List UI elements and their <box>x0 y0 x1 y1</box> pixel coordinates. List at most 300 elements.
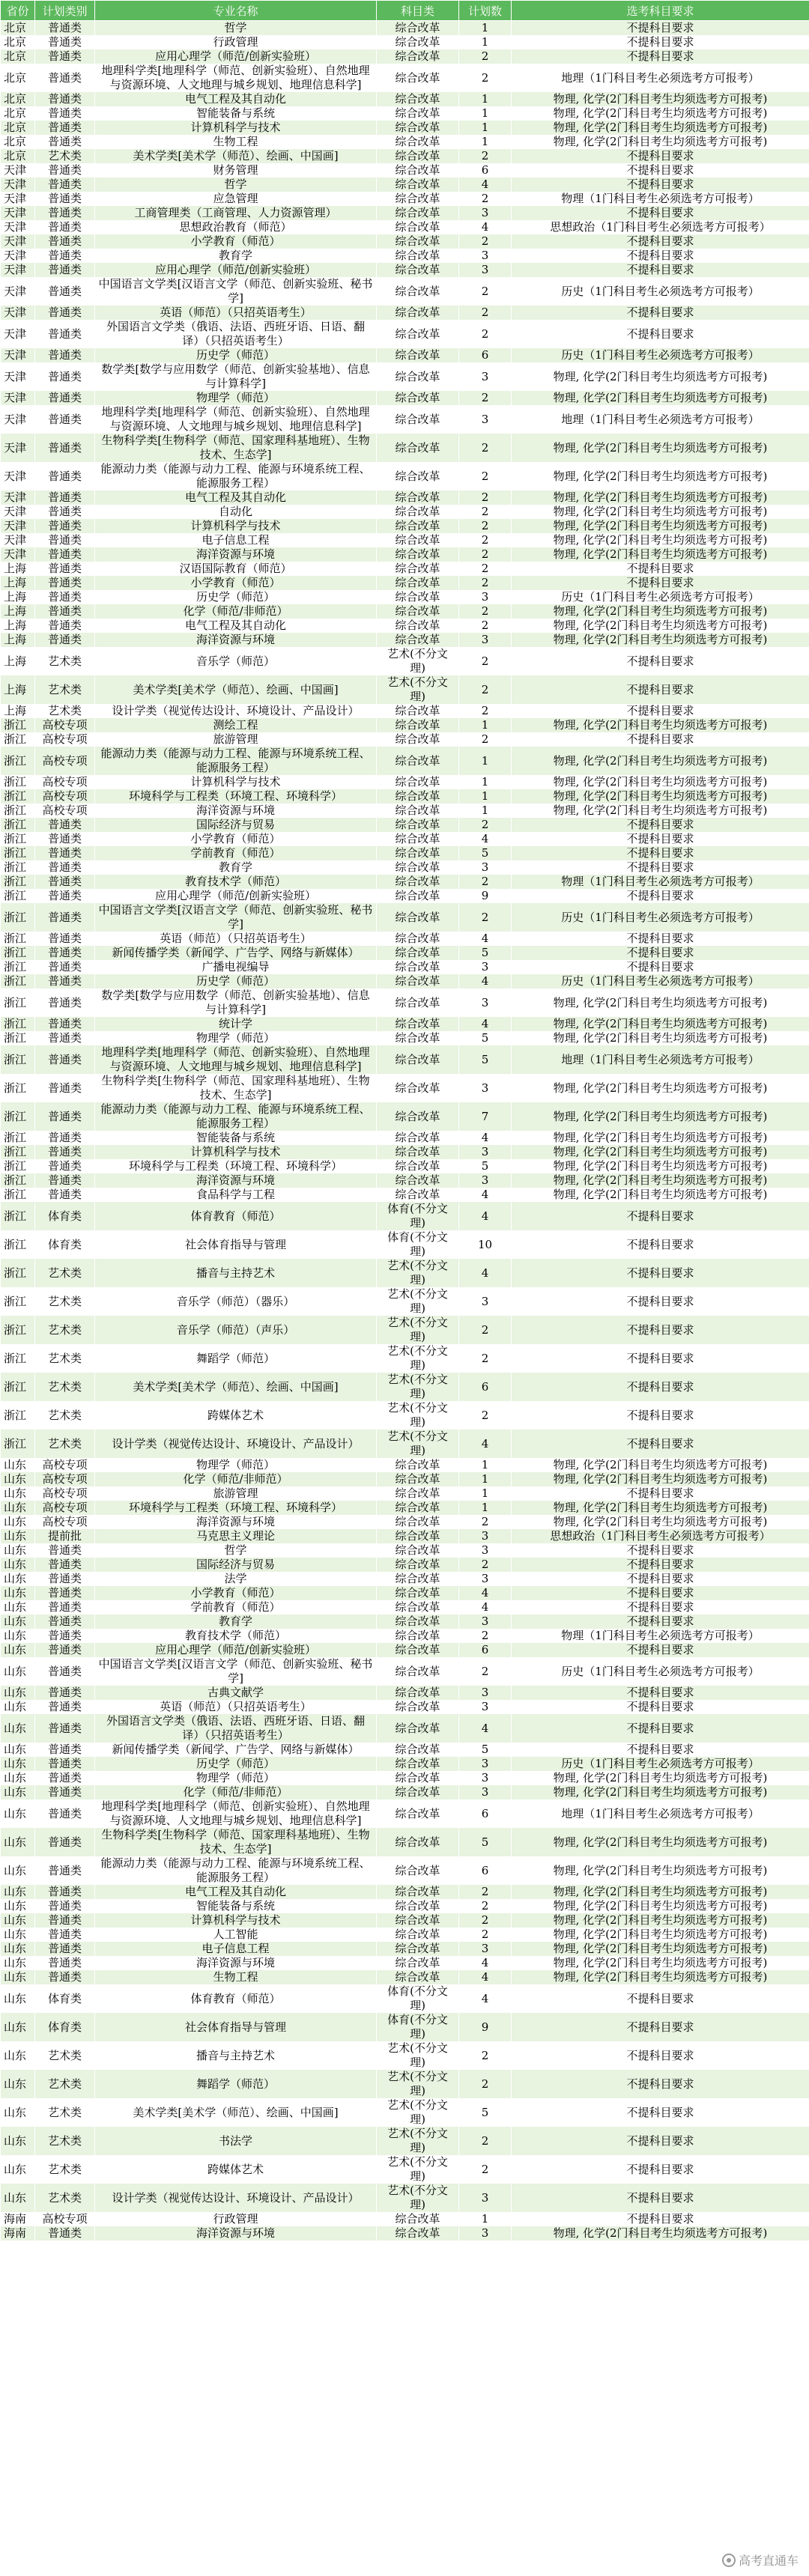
subject-requirement-cell: 不提科目要求 <box>512 1259 809 1287</box>
table-row <box>1 1686 809 1700</box>
province-cell: 山东 <box>1 1529 35 1543</box>
subject-requirement-cell: 不提科目要求 <box>512 889 809 903</box>
table-row <box>1 718 809 732</box>
subject-category-cell: 综合改革 <box>377 903 459 932</box>
subject-requirement-cell: 物理, 化学(2门科目考生均须选考方可报考) <box>512 434 809 462</box>
province-cell: 浙江 <box>1 718 35 732</box>
subject-category-cell: 艺术(不分文理) <box>377 1401 459 1430</box>
subject-category-cell: 综合改革 <box>377 1885 459 1899</box>
major-name-cell: 小学教育（师范） <box>95 576 377 590</box>
table-row <box>1 2184 809 2212</box>
subject-category-cell: 综合改革 <box>377 320 459 348</box>
province-cell: 北京 <box>1 92 35 106</box>
plan-type-cell: 高校专项 <box>35 1501 95 1515</box>
table-row <box>1 562 809 576</box>
subject-category-cell: 综合改革 <box>377 1458 459 1472</box>
subject-requirement-cell: 物理, 化学(2门科目考生均须选考方可报考) <box>512 789 809 804</box>
plan-count-cell: 2 <box>459 562 512 576</box>
table-row <box>1 1771 809 1785</box>
header-subject-category: 科目类 <box>377 1 459 21</box>
table-row <box>1 1586 809 1600</box>
major-name-cell: 国际经济与贸易 <box>95 1558 377 1572</box>
subject-category-cell: 综合改革 <box>377 434 459 462</box>
subject-requirement-cell: 不提科目要求 <box>512 732 809 747</box>
subject-requirement-cell: 物理, 化学(2门科目考生均须选考方可报考) <box>512 1131 809 1145</box>
subject-category-cell: 综合改革 <box>377 1629 459 1643</box>
plan-type-cell: 普通类 <box>35 1572 95 1586</box>
plan-count-cell: 2 <box>459 320 512 348</box>
subject-requirement-cell: 物理, 化学(2门科目考生均须选考方可报考) <box>512 505 809 519</box>
plan-type-cell: 艺术类 <box>35 149 95 163</box>
subject-category-cell: 综合改革 <box>377 1558 459 1572</box>
subject-category-cell: 综合改革 <box>377 1600 459 1614</box>
plan-type-cell: 高校专项 <box>35 747 95 775</box>
plan-count-cell: 2 <box>459 903 512 932</box>
plan-count-cell: 4 <box>459 220 512 234</box>
subject-requirement-cell: 不提科目要求 <box>512 946 809 960</box>
subject-requirement-cell: 物理, 化学(2门科目考生均须选考方可报考) <box>512 1173 809 1188</box>
subject-category-cell: 综合改革 <box>377 860 459 875</box>
province-cell: 天津 <box>1 405 35 434</box>
plan-type-cell: 普通类 <box>35 505 95 519</box>
plan-count-cell: 2 <box>459 1657 512 1686</box>
plan-type-cell: 普通类 <box>35 1131 95 1145</box>
major-name-cell: 物理学（师范） <box>95 1771 377 1785</box>
subject-category-cell: 综合改革 <box>377 960 459 974</box>
plan-count-cell: 2 <box>459 490 512 505</box>
province-cell: 浙江 <box>1 1401 35 1430</box>
table-row <box>1 1899 809 1913</box>
subject-requirement-cell: 不提科目要求 <box>512 1316 809 1344</box>
subject-category-cell: 综合改革 <box>377 1686 459 1700</box>
subject-requirement-cell: 不提科目要求 <box>512 2041 809 2070</box>
subject-requirement-cell: 地理（1门科目考生必须选考方可报考） <box>512 1045 809 1074</box>
plan-count-cell: 2 <box>459 576 512 590</box>
province-cell: 天津 <box>1 249 35 263</box>
plan-count-cell: 2 <box>459 391 512 405</box>
plan-type-cell: 艺术类 <box>35 1373 95 1401</box>
subject-requirement-cell: 物理, 化学(2门科目考生均须选考方可报考) <box>512 1856 809 1885</box>
province-cell: 山东 <box>1 1657 35 1686</box>
table-row <box>1 604 809 619</box>
plan-type-cell: 艺术类 <box>35 2184 95 2212</box>
table-row <box>1 277 809 306</box>
table-row <box>1 903 809 932</box>
plan-count-cell: 3 <box>459 2226 512 2241</box>
major-name-cell: 财务管理 <box>95 163 377 177</box>
major-name-cell: 音乐学（师范）（声乐） <box>95 1316 377 1344</box>
table-row <box>1 462 809 490</box>
plan-type-cell: 普通类 <box>35 306 95 320</box>
plan-type-cell: 高校专项 <box>35 789 95 804</box>
major-name-cell: 舞蹈学（师范） <box>95 1344 377 1373</box>
subject-category-cell: 综合改革 <box>377 1785 459 1799</box>
subject-requirement-cell: 思想政治（1门科目考生必须选考方可报考） <box>512 220 809 234</box>
major-name-cell: 播音与主持艺术 <box>95 2041 377 2070</box>
plan-type-cell: 普通类 <box>35 619 95 633</box>
major-name-cell: 计算机科学与技术 <box>95 121 377 135</box>
plan-type-cell: 普通类 <box>35 1031 95 1045</box>
subject-category-cell: 综合改革 <box>377 1970 459 1984</box>
province-cell: 天津 <box>1 434 35 462</box>
table-row <box>1 1045 809 1074</box>
subject-requirement-cell: 不提科目要求 <box>512 21 809 36</box>
province-cell: 上海 <box>1 576 35 590</box>
subject-category-cell: 艺术(不分文理) <box>377 1316 459 1344</box>
table-row <box>1 177 809 192</box>
major-name-cell: 化学（师范/非师范） <box>95 1472 377 1486</box>
plan-type-cell: 艺术类 <box>35 704 95 718</box>
subject-requirement-cell: 物理（1门科目考生必须选考方可报考） <box>512 1629 809 1643</box>
major-name-cell: 电气工程及其自动化 <box>95 619 377 633</box>
subject-requirement-cell: 物理, 化学(2门科目考生均须选考方可报考) <box>512 988 809 1017</box>
subject-requirement-cell: 不提科目要求 <box>512 234 809 249</box>
subject-requirement-cell: 地理（1门科目考生必须选考方可报考） <box>512 405 809 434</box>
major-name-cell: 地理科学类[地理科学（师范、创新实验班）、自然地理与资源环境、人文地理与城乡规划、地理信息科学] <box>95 1045 377 1074</box>
plan-count-cell: 1 <box>459 106 512 121</box>
subject-category-cell: 综合改革 <box>377 533 459 547</box>
subject-requirement-cell: 物理, 化学(2门科目考生均须选考方可报考) <box>512 391 809 405</box>
subject-category-cell: 综合改革 <box>377 604 459 619</box>
subject-requirement-cell: 历史（1门科目考生必须选考方可报考） <box>512 277 809 306</box>
plan-count-cell: 3 <box>459 1145 512 1159</box>
plan-count-cell: 3 <box>459 206 512 220</box>
plan-type-cell: 普通类 <box>35 1657 95 1686</box>
subject-requirement-cell: 物理, 化学(2门科目考生均须选考方可报考) <box>512 135 809 149</box>
plan-type-cell: 普通类 <box>35 1928 95 1942</box>
plan-type-cell: 普通类 <box>35 1913 95 1928</box>
plan-type-cell: 普通类 <box>35 960 95 974</box>
subject-category-cell: 综合改革 <box>377 946 459 960</box>
subject-requirement-cell: 物理, 化学(2门科目考生均须选考方可报考) <box>512 1771 809 1785</box>
subject-requirement-cell: 不提科目要求 <box>512 704 809 718</box>
major-name-cell: 小学教育（师范） <box>95 832 377 846</box>
major-name-cell: 电气工程及其自动化 <box>95 92 377 106</box>
plan-type-cell: 普通类 <box>35 1799 95 1828</box>
subject-category-cell: 综合改革 <box>377 732 459 747</box>
major-name-cell: 新闻传播学类（新闻学、广告学、网络与新媒体） <box>95 946 377 960</box>
table-row <box>1 576 809 590</box>
table-row <box>1 348 809 362</box>
table-row <box>1 263 809 277</box>
subject-category-cell: 综合改革 <box>377 775 459 789</box>
subject-requirement-cell: 不提科目要求 <box>512 206 809 220</box>
plan-count-cell: 1 <box>459 2212 512 2226</box>
table-row <box>1 704 809 718</box>
province-cell: 上海 <box>1 604 35 619</box>
plan-count-cell: 2 <box>459 619 512 633</box>
table-row <box>1 804 809 818</box>
plan-count-cell: 1 <box>459 804 512 818</box>
table-row <box>1 2041 809 2070</box>
subject-requirement-cell: 物理, 化学(2门科目考生均须选考方可报考) <box>512 619 809 633</box>
plan-type-cell: 普通类 <box>35 633 95 647</box>
subject-category-cell: 综合改革 <box>377 1131 459 1145</box>
subject-category-cell: 综合改革 <box>377 718 459 732</box>
table-row <box>1 818 809 832</box>
plan-count-cell: 3 <box>459 263 512 277</box>
plan-type-cell: 普通类 <box>35 988 95 1017</box>
province-cell: 山东 <box>1 1700 35 1714</box>
major-name-cell: 海洋资源与环境 <box>95 1173 377 1188</box>
plan-count-cell: 1 <box>459 35 512 49</box>
province-cell: 浙江 <box>1 747 35 775</box>
subject-requirement-cell: 不提科目要求 <box>512 846 809 860</box>
province-cell: 浙江 <box>1 1131 35 1145</box>
province-cell: 天津 <box>1 234 35 249</box>
major-name-cell: 电气工程及其自动化 <box>95 1885 377 1899</box>
province-cell: 浙江 <box>1 846 35 860</box>
plan-count-cell: 2 <box>459 149 512 163</box>
plan-count-cell: 2 <box>459 533 512 547</box>
province-cell: 浙江 <box>1 1031 35 1045</box>
major-name-cell: 环境科学与工程类（环境工程、环境科学） <box>95 1159 377 1173</box>
subject-requirement-cell: 不提科目要求 <box>512 320 809 348</box>
province-cell: 浙江 <box>1 1145 35 1159</box>
plan-type-cell: 普通类 <box>35 2226 95 2241</box>
major-name-cell: 外国语言文学类（俄语、法语、西班牙语、日语、翻译）（只招英语考生） <box>95 320 377 348</box>
major-name-cell: 历史学（师范） <box>95 348 377 362</box>
plan-count-cell: 7 <box>459 1102 512 1131</box>
subject-category-cell: 综合改革 <box>377 1856 459 1885</box>
subject-category-cell: 综合改革 <box>377 1173 459 1188</box>
subject-requirement-cell: 不提科目要求 <box>512 1714 809 1743</box>
major-name-cell: 古典文献学 <box>95 1686 377 1700</box>
major-name-cell: 电子信息工程 <box>95 533 377 547</box>
subject-requirement-cell: 不提科目要求 <box>512 35 809 49</box>
province-cell: 天津 <box>1 348 35 362</box>
province-cell: 浙江 <box>1 1344 35 1373</box>
major-name-cell: 英语（师范）（只招英语考生） <box>95 932 377 946</box>
subject-requirement-cell: 物理, 化学(2门科目考生均须选考方可报考) <box>512 775 809 789</box>
major-name-cell: 教育技术学（师范） <box>95 1629 377 1643</box>
province-cell: 山东 <box>1 1472 35 1486</box>
subject-requirement-cell: 物理, 化学(2门科目考生均须选考方可报考) <box>512 1501 809 1515</box>
subject-category-cell: 综合改革 <box>377 519 459 533</box>
subject-requirement-cell: 地理（1门科目考生必须选考方可报考） <box>512 64 809 92</box>
major-name-cell: 海洋资源与环境 <box>95 804 377 818</box>
plan-count-cell: 5 <box>459 1743 512 1757</box>
major-name-cell: 舞蹈学（师范） <box>95 2070 377 2098</box>
plan-count-cell: 2 <box>459 1899 512 1913</box>
major-name-cell: 设计学类（视觉传达设计、环境设计、产品设计） <box>95 2184 377 2212</box>
plan-type-cell: 普通类 <box>35 832 95 846</box>
major-name-cell: 智能装备与系统 <box>95 1131 377 1145</box>
province-cell: 山东 <box>1 1771 35 1785</box>
province-cell: 天津 <box>1 206 35 220</box>
subject-requirement-cell: 不提科目要求 <box>512 1572 809 1586</box>
plan-count-cell: 5 <box>459 2098 512 2127</box>
subject-requirement-cell: 不提科目要求 <box>512 2013 809 2041</box>
subject-category-cell: 综合改革 <box>377 35 459 49</box>
plan-count-cell: 2 <box>459 64 512 92</box>
subject-requirement-cell: 不提科目要求 <box>512 1686 809 1700</box>
subject-category-cell: 综合改革 <box>377 234 459 249</box>
table-row <box>1 747 809 775</box>
province-cell: 天津 <box>1 547 35 562</box>
table-row <box>1 49 809 64</box>
province-cell: 上海 <box>1 633 35 647</box>
province-cell: 海南 <box>1 2212 35 2226</box>
province-cell: 上海 <box>1 704 35 718</box>
province-cell: 山东 <box>1 1614 35 1629</box>
table-row <box>1 2155 809 2184</box>
major-name-cell: 小学教育（师范） <box>95 234 377 249</box>
major-name-cell: 人工智能 <box>95 1928 377 1942</box>
table-row <box>1 846 809 860</box>
table-row <box>1 1529 809 1543</box>
plan-count-cell: 2 <box>459 1629 512 1643</box>
subject-requirement-cell: 物理, 化学(2门科目考生均须选考方可报考) <box>512 92 809 106</box>
subject-requirement-cell: 思想政治（1门科目考生必须选考方可报考） <box>512 1529 809 1543</box>
major-name-cell: 小学教育（师范） <box>95 1586 377 1600</box>
table-row <box>1 1031 809 1045</box>
subject-requirement-cell: 不提科目要求 <box>512 1344 809 1373</box>
table-row <box>1 35 809 49</box>
plan-type-cell: 普通类 <box>35 1558 95 1572</box>
subject-requirement-cell: 不提科目要求 <box>512 1600 809 1614</box>
subject-category-cell: 综合改革 <box>377 974 459 988</box>
plan-count-cell: 6 <box>459 348 512 362</box>
major-name-cell: 能源动力类（能源与动力工程、能源与环境系统工程、能源服务工程） <box>95 747 377 775</box>
subject-category-cell: 综合改革 <box>377 1771 459 1785</box>
subject-requirement-cell: 物理, 化学(2门科目考生均须选考方可报考) <box>512 1031 809 1045</box>
plan-type-cell: 体育类 <box>35 1202 95 1230</box>
province-cell: 浙江 <box>1 1074 35 1102</box>
province-cell: 浙江 <box>1 1045 35 1074</box>
province-cell: 浙江 <box>1 832 35 846</box>
table-row <box>1 1401 809 1430</box>
province-cell: 山东 <box>1 1856 35 1885</box>
plan-count-cell: 2 <box>459 732 512 747</box>
plan-type-cell: 普通类 <box>35 434 95 462</box>
major-name-cell: 海洋资源与环境 <box>95 1515 377 1529</box>
table-row <box>1 1017 809 1031</box>
major-name-cell: 智能装备与系统 <box>95 106 377 121</box>
subject-category-cell: 综合改革 <box>377 1899 459 1913</box>
plan-type-cell: 体育类 <box>35 1984 95 2013</box>
province-cell: 山东 <box>1 1785 35 1799</box>
subject-category-cell: 综合改革 <box>377 1145 459 1159</box>
subject-category-cell: 综合改革 <box>377 889 459 903</box>
plan-type-cell: 普通类 <box>35 846 95 860</box>
subject-category-cell: 综合改革 <box>377 1486 459 1501</box>
subject-category-cell: 综合改革 <box>377 1743 459 1757</box>
subject-category-cell: 艺术(不分文理) <box>377 2041 459 2070</box>
province-cell: 山东 <box>1 1743 35 1757</box>
plan-type-cell: 普通类 <box>35 177 95 192</box>
plan-count-cell: 2 <box>459 1558 512 1572</box>
province-cell: 浙江 <box>1 903 35 932</box>
plan-count-cell: 9 <box>459 889 512 903</box>
subject-category-cell: 综合改革 <box>377 1614 459 1629</box>
subject-requirement-cell: 不提科目要求 <box>512 2070 809 2098</box>
subject-requirement-cell: 不提科目要求 <box>512 2127 809 2155</box>
plan-count-cell: 2 <box>459 1344 512 1373</box>
subject-requirement-cell: 不提科目要求 <box>512 263 809 277</box>
plan-count-cell: 3 <box>459 1287 512 1316</box>
province-cell: 天津 <box>1 505 35 519</box>
plan-type-cell: 普通类 <box>35 889 95 903</box>
major-name-cell: 哲学 <box>95 21 377 36</box>
subject-category-cell: 综合改革 <box>377 1714 459 1743</box>
plan-count-cell: 1 <box>459 718 512 732</box>
province-cell: 天津 <box>1 277 35 306</box>
major-name-cell: 书法学 <box>95 2127 377 2155</box>
table-row <box>1 490 809 505</box>
plan-type-cell: 体育类 <box>35 2013 95 2041</box>
subject-category-cell: 综合改革 <box>377 2212 459 2226</box>
subject-category-cell: 体育(不分文理) <box>377 1202 459 1230</box>
subject-category-cell: 综合改革 <box>377 1501 459 1515</box>
major-name-cell: 地理科学类[地理科学（师范、创新实验班）、自然地理与资源环境、人文地理与城乡规划、地理信息科学] <box>95 405 377 434</box>
table-row <box>1 21 809 36</box>
subject-requirement-cell: 不提科目要求 <box>512 960 809 974</box>
table-row <box>1 320 809 348</box>
plan-count-cell: 3 <box>459 633 512 647</box>
plan-type-cell: 普通类 <box>35 1942 95 1956</box>
subject-requirement-cell: 物理, 化学(2门科目考生均须选考方可报考) <box>512 121 809 135</box>
subject-category-cell: 综合改革 <box>377 1942 459 1956</box>
major-name-cell: 生物工程 <box>95 1970 377 1984</box>
subject-requirement-cell: 物理, 化学(2门科目考生均须选考方可报考) <box>512 1159 809 1173</box>
subject-category-cell: 综合改革 <box>377 1757 459 1771</box>
subject-category-cell: 综合改革 <box>377 1529 459 1543</box>
plan-type-cell: 普通类 <box>35 1586 95 1600</box>
plan-count-cell: 6 <box>459 1856 512 1885</box>
major-name-cell: 新闻传播学类（新闻学、广告学、网络与新媒体） <box>95 1743 377 1757</box>
subject-requirement-cell: 不提科目要求 <box>512 576 809 590</box>
major-name-cell: 环境科学与工程类（环境工程、环境科学） <box>95 789 377 804</box>
major-name-cell: 海洋资源与环境 <box>95 547 377 562</box>
subject-requirement-cell: 物理, 化学(2门科目考生均须选考方可报考) <box>512 519 809 533</box>
table-row <box>1 1714 809 1743</box>
table-row <box>1 405 809 434</box>
plan-type-cell: 普通类 <box>35 163 95 177</box>
plan-count-cell: 2 <box>459 704 512 718</box>
province-cell: 浙江 <box>1 1373 35 1401</box>
table-row <box>1 1572 809 1586</box>
table-row <box>1 1757 809 1771</box>
plan-count-cell: 3 <box>459 249 512 263</box>
province-cell: 浙江 <box>1 1173 35 1188</box>
province-cell: 山东 <box>1 2184 35 2212</box>
plan-type-cell: 提前批 <box>35 1529 95 1543</box>
subject-requirement-cell: 物理, 化学(2门科目考生均须选考方可报考) <box>512 547 809 562</box>
province-cell: 山东 <box>1 2041 35 2070</box>
plan-count-cell: 4 <box>459 177 512 192</box>
subject-requirement-cell: 不提科目要求 <box>512 1401 809 1430</box>
header-subject-requirement: 选考科目要求 <box>512 1 809 21</box>
subject-category-cell: 综合改革 <box>377 348 459 362</box>
plan-type-cell: 普通类 <box>35 1600 95 1614</box>
table-row <box>1 1344 809 1373</box>
table-row <box>1 832 809 846</box>
plan-count-cell: 2 <box>459 505 512 519</box>
table-row <box>1 732 809 747</box>
subject-requirement-cell: 物理, 化学(2门科目考生均须选考方可报考) <box>512 1458 809 1472</box>
plan-type-cell: 普通类 <box>35 1188 95 1202</box>
major-name-cell: 旅游管理 <box>95 1486 377 1501</box>
subject-requirement-cell: 物理, 化学(2门科目考生均须选考方可报考) <box>512 1885 809 1899</box>
major-name-cell: 外国语言文学类（俄语、法语、西班牙语、日语、翻译）（只招英语考生） <box>95 1714 377 1743</box>
table-header-row <box>1 1 809 21</box>
major-name-cell: 教育技术学（师范） <box>95 875 377 889</box>
subject-requirement-cell: 不提科目要求 <box>512 832 809 846</box>
province-cell: 北京 <box>1 35 35 49</box>
major-name-cell: 统计学 <box>95 1017 377 1031</box>
major-name-cell: 历史学（师范） <box>95 1757 377 1771</box>
